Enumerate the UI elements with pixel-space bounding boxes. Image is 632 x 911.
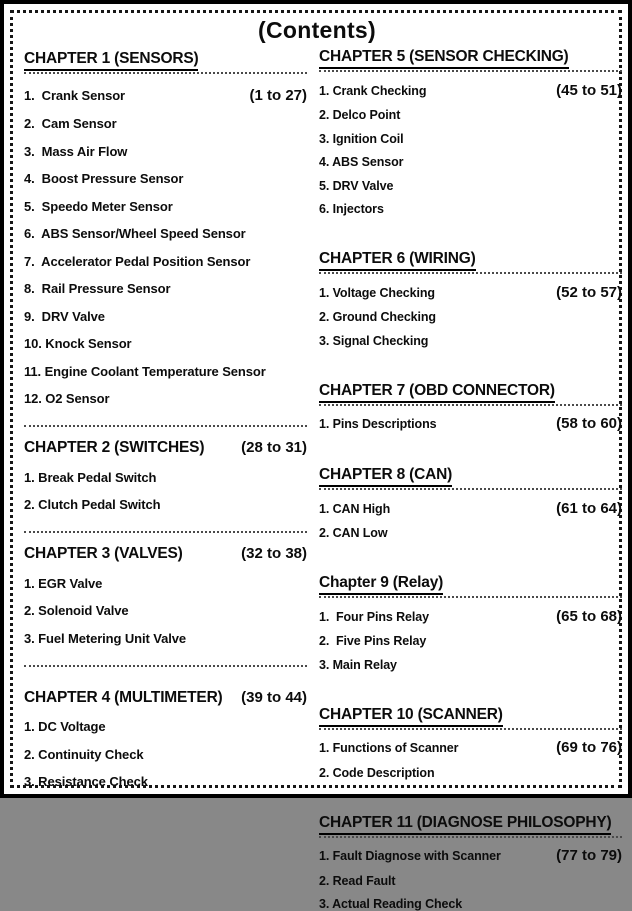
toc-item-label: 8. Rail Pressure Sensor xyxy=(24,281,170,296)
toc-item xyxy=(319,897,622,911)
toc-item xyxy=(24,747,307,762)
toc-item-label: 3. Mass Air Flow xyxy=(24,144,127,159)
toc-item-label: 1. EGR Valve xyxy=(24,576,102,591)
toc-item-label: 6. Injectors xyxy=(319,202,384,216)
chapter-page-range: (32 to 38) xyxy=(241,545,307,562)
toc-item xyxy=(319,179,622,193)
toc-item-label: 2. Continuity Check xyxy=(24,747,143,762)
toc-item-label: 2. Delco Point xyxy=(319,108,400,122)
toc-item xyxy=(24,144,307,159)
toc-item-label: 1. Fault Diagnose with Scanner xyxy=(319,849,501,863)
toc-item xyxy=(24,336,307,351)
toc-item xyxy=(24,631,307,646)
toc-item xyxy=(319,415,622,432)
toc-item xyxy=(24,603,307,618)
chapter-section xyxy=(24,545,307,646)
section-separator xyxy=(24,531,307,533)
toc-item xyxy=(319,526,622,540)
chapter-heading: CHAPTER 4 (MULTIMETER) xyxy=(24,689,223,707)
toc-item xyxy=(319,739,622,756)
toc-item-page-range: (77 to 79) xyxy=(556,847,622,864)
toc-item-page-range: (45 to 51) xyxy=(556,82,622,99)
chapter-section xyxy=(24,49,307,406)
toc-item xyxy=(319,608,622,625)
chapter-section xyxy=(319,47,622,216)
toc-item-label: 3. Main Relay xyxy=(319,658,397,672)
toc-item xyxy=(319,310,622,324)
toc-item-page-range: (58 to 60) xyxy=(556,415,622,432)
heading-rule xyxy=(319,836,622,838)
toc-column-right xyxy=(319,46,622,911)
toc-item-label: 1. Break Pedal Switch xyxy=(24,470,156,485)
toc-item xyxy=(24,199,307,214)
toc-item xyxy=(24,576,307,591)
section-separator xyxy=(24,665,307,667)
toc-item-label: 1. Four Pins Relay xyxy=(319,610,429,624)
toc-item-label: 1. Crank Sensor xyxy=(24,88,125,103)
toc-item xyxy=(24,171,307,186)
toc-item-label: 2. Code Description xyxy=(319,766,434,780)
toc-item xyxy=(319,766,622,780)
toc-item xyxy=(24,391,307,406)
toc-item-label: 5. Speedo Meter Sensor xyxy=(24,199,173,214)
chapter-heading: CHAPTER 6 (WIRING) xyxy=(319,249,476,271)
chapter-section xyxy=(319,813,622,911)
toc-item xyxy=(319,202,622,216)
toc-item-page-range: (1 to 27) xyxy=(249,87,307,104)
chapter-heading: CHAPTER 8 (CAN) xyxy=(319,465,452,487)
chapter-heading-row xyxy=(319,465,622,487)
toc-item xyxy=(24,226,307,241)
toc-item-page-range: (52 to 57) xyxy=(556,284,622,301)
toc-item-label: 1. Crank Checking xyxy=(319,84,426,98)
chapter-section xyxy=(319,465,622,540)
chapter-heading: CHAPTER 1 (SENSORS) xyxy=(24,49,198,71)
toc-item xyxy=(24,116,307,131)
toc-item-label: 7. Accelerator Pedal Position Sensor xyxy=(24,254,250,269)
page-title: (Contents) xyxy=(24,17,610,44)
toc-item xyxy=(319,847,622,864)
toc-item xyxy=(24,254,307,269)
toc-item xyxy=(24,497,307,512)
heading-rule xyxy=(319,728,622,730)
toc-item-label: 1. DC Voltage xyxy=(24,719,106,734)
toc-item xyxy=(24,309,307,324)
chapter-heading-row xyxy=(319,573,622,595)
chapter-heading-row xyxy=(319,381,622,403)
chapter-section xyxy=(24,439,307,512)
toc-item-label: 5. DRV Valve xyxy=(319,179,393,193)
chapter-section xyxy=(319,381,622,433)
chapter-heading-row xyxy=(24,545,307,563)
chapter-heading: Chapter 9 (Relay) xyxy=(319,573,443,595)
toc-item-label: 11. Engine Coolant Temperature Sensor xyxy=(24,364,266,379)
toc-item-label: 6. ABS Sensor/Wheel Speed Sensor xyxy=(24,226,246,241)
chapter-page-range: (28 to 31) xyxy=(241,439,307,456)
toc-item xyxy=(319,108,622,122)
chapter-heading-row xyxy=(319,813,622,835)
chapter-section xyxy=(24,689,307,790)
toc-item-label: 2. Five Pins Relay xyxy=(319,634,426,648)
heading-rule xyxy=(319,488,622,490)
toc-item-page-range: (69 to 76) xyxy=(556,739,622,756)
toc-item xyxy=(24,364,307,379)
toc-item xyxy=(24,281,307,296)
toc-columns xyxy=(24,46,610,911)
toc-item-label: 2. Read Fault xyxy=(319,874,396,888)
toc-item xyxy=(319,82,622,99)
toc-item-label: 3. Signal Checking xyxy=(319,334,428,348)
toc-item-label: 4. ABS Sensor xyxy=(319,155,403,169)
toc-item-label: 4. Boost Pressure Sensor xyxy=(24,171,183,186)
toc-item xyxy=(319,155,622,169)
chapter-section xyxy=(319,705,622,780)
chapter-heading-row xyxy=(319,47,622,69)
toc-item xyxy=(319,500,622,517)
section-separator xyxy=(24,425,307,427)
toc-item-label: 3. Actual Reading Check xyxy=(319,897,462,911)
toc-item-label: 1. CAN High xyxy=(319,502,390,516)
toc-item-label: 2. CAN Low xyxy=(319,526,387,540)
toc-item xyxy=(24,470,307,485)
chapter-section xyxy=(319,249,622,348)
chapter-page-range: (39 to 44) xyxy=(241,689,307,706)
toc-item-page-range: (61 to 64) xyxy=(556,500,622,517)
chapter-heading: CHAPTER 3 (VALVES) xyxy=(24,545,183,563)
toc-item-label: 3. Resistance Check xyxy=(24,774,148,789)
toc-item xyxy=(319,634,622,648)
toc-item-label: 2. Solenoid Valve xyxy=(24,603,129,618)
heading-rule xyxy=(319,70,622,72)
chapter-heading-row xyxy=(24,49,307,71)
chapter-section xyxy=(319,573,622,672)
chapter-heading: CHAPTER 10 (SCANNER) xyxy=(319,705,503,727)
chapter-heading-row xyxy=(319,705,622,727)
chapter-heading: CHAPTER 2 (SWITCHES) xyxy=(24,439,204,457)
toc-item xyxy=(319,132,622,146)
heading-rule xyxy=(24,72,307,74)
toc-column-left xyxy=(24,46,307,911)
heading-rule xyxy=(319,404,622,406)
toc-item xyxy=(319,658,622,672)
toc-item xyxy=(319,284,622,301)
toc-item xyxy=(24,774,307,789)
toc-item-label: 10. Knock Sensor xyxy=(24,336,132,351)
toc-item xyxy=(319,874,622,888)
toc-item xyxy=(24,87,307,104)
chapter-heading-row xyxy=(24,689,307,707)
toc-item-label: 2. Clutch Pedal Switch xyxy=(24,497,161,512)
chapter-heading: CHAPTER 11 (DIAGNOSE PHILOSOPHY) xyxy=(319,813,611,835)
toc-item-label: 3. Ignition Coil xyxy=(319,132,404,146)
toc-item xyxy=(24,719,307,734)
toc-item-label: 2. Ground Checking xyxy=(319,310,436,324)
toc-item-label: 1. Functions of Scanner xyxy=(319,741,458,755)
chapter-heading: CHAPTER 7 (OBD CONNECTOR) xyxy=(319,381,555,403)
toc-item-label: 1. Pins Descriptions xyxy=(319,417,436,431)
heading-rule xyxy=(319,596,622,598)
chapter-heading-row xyxy=(24,439,307,457)
toc-item xyxy=(319,334,622,348)
toc-item-page-range: (65 to 68) xyxy=(556,608,622,625)
toc-item-label: 2. Cam Sensor xyxy=(24,116,117,131)
toc-item-label: 3. Fuel Metering Unit Valve xyxy=(24,631,186,646)
chapter-heading: CHAPTER 5 (SENSOR CHECKING) xyxy=(319,47,569,69)
toc-item-label: 9. DRV Valve xyxy=(24,309,105,324)
chapter-heading-row xyxy=(319,249,622,271)
heading-rule xyxy=(319,272,622,274)
toc-item-label: 1. Voltage Checking xyxy=(319,286,435,300)
page-dotted-frame xyxy=(10,10,622,788)
toc-item-label: 12. O2 Sensor xyxy=(24,391,109,406)
